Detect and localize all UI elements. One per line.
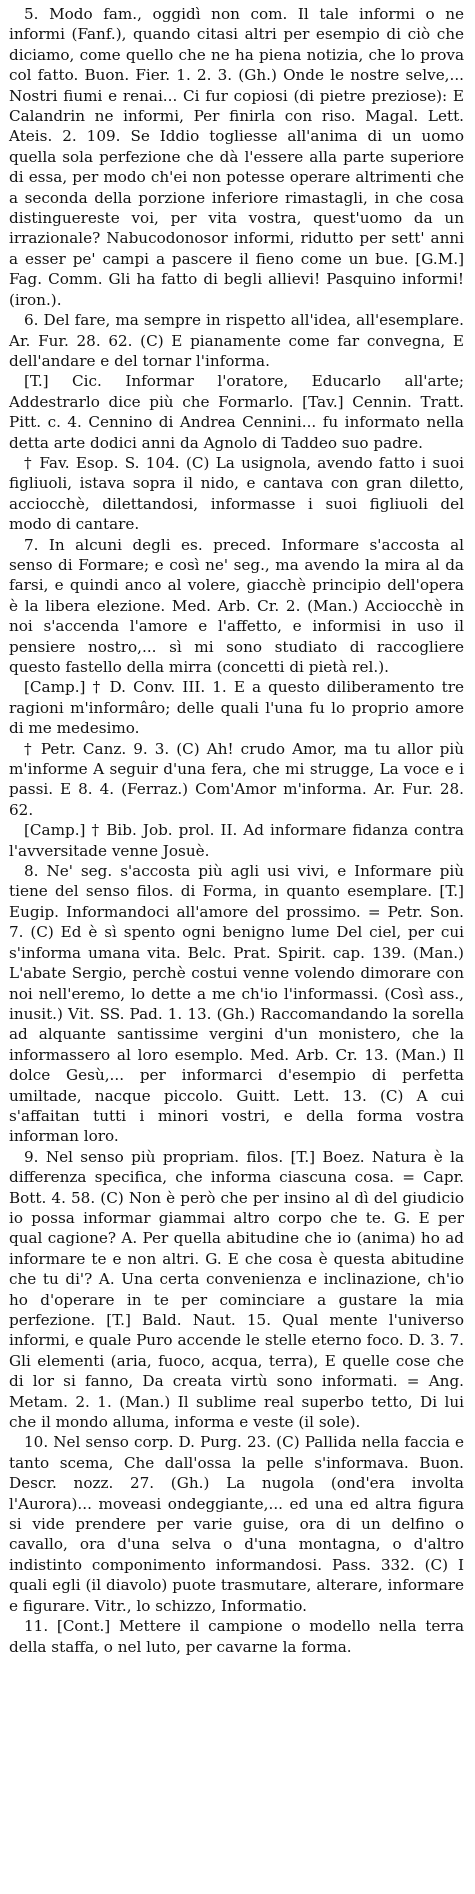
sense-7-paragraph: 7. In alcuni degli es. preced. Informare s'accosta al senso di Formare; e così ne' seg., ma avendo la mira al da farsi, e quindi anco al volere, giacchè principio dell'opera è la libera elezione. Med. Arb. Cr. 2. (Man.) Acciocchè in noi s'accenda l'amore e l'affetto, e informisi in uso il pensiere nostro,... sì mi sono studiato di raccogliere questo fastello della mirra (concetti di pietà rel.). xyxy=(9,535,464,676)
sense-5-paragraph: 5. Modo fam., oggidì non com. Il tale informi o ne informi (Fanf.), quando citasi altri per esempio di ciò che diciamo, come quello che ne ha piena notizia, che lo prova col fatto. Buon. Fier. 1. 2. 3. (Gh.) Onde le nostre selve,... Nostri fiumi e renai... Ci fur copiosi (di pietre preziose): E Calandrin ne informi, Per finirla con riso. Magal. Lett. Ateis. 2. 109. Se Iddio togliesse all'anima di un uomo quella sola perfezione che dà l'essere alla parte superiore di essa, per modo ch'ei non potesse operare altrimenti che a seconda della porzione inferiore rimastagli, in che cosa distinguereste voi, per vita vostra, quest'uomo da un irrazionale? Nabucodonosor informi, ridutto per sett' anni a esser pe' campi a pascere il fieno come un bue. [G.M.] Fag. Comm. Gli ha fatto di begli allievi! Pasquino informi! (iron.). xyxy=(9,5,464,309)
sense-6-citation-cic: [T.] Cic. Informar l'oratore, Educarlo all'arte; Addestrarlo dice più che Formarlo. [Tav.] Cennin. Tratt. Pitt. c. 4. Cennino di Andrea Cennini... fu informato nella detta arte dodici anni da Agnolo di Taddeo suo padre. xyxy=(9,372,464,452)
sense-6-paragraph: 6. Del fare, ma sempre in rispetto all'idea, all'esemplare. Ar. Fur. 28. 62. (C) E pianamente come far convegna, E dell'andare e del tornar l'informa. xyxy=(9,311,464,370)
sense-6-citation-fav-esop: † Fav. Esop. S. 104. (C) La usignola, avendo fatto i suoi figliuoli, istava sopra il nido, e cantava con gran diletto, acciocchè, dilettandosi, informasse i suoi figliuoli del modo di cantare. xyxy=(9,453,464,534)
sense-8-paragraph: 8. Ne' seg. s'accosta più agli usi vivi, e Informare più tiene del senso filos. di Forma, in quanto esemplare. [T.] Eugip. Informandoci all'amore del prossimo. = Petr. Son. 7. (C) Ed è sì spento ogni benigno lume Del ciel, per cui s'informa umana vita. Belc. Prat. Spirit. cap. 139. (Man.) L'abate Sergio, perchè costui venne volendo dimorare con noi nell'eremo, lo dette a me ch'io l'informassi. (Così ass., inusit.) Vit. SS. Pad. 1. 13. (Gh.) Raccomandando la sorella ad alquante santissime vergini d'un monistero, che la informassero al loro esemplo. Med. Arb. Cr. 13. (Man.) Il dolce Gesù,... per informarci d'esempio di perfetta umiltade, nacque piccolo. Guitt. Lett. 13. (C) A cui s'affaitan tutti i minori vostri, e della forma vostra informan loro. xyxy=(9,862,464,1146)
sense-7-citation-bib: [Camp.] † Bib. Job. prol. II. Ad informare fidanza contra l'avversitade venne Josuè. xyxy=(9,821,464,860)
sense-9-paragraph: 9. Nel senso più propriam. filos. [T.] Boez. Natura è la differenza specifica, che informa ciascuna cosa. = Capr. Bott. 4. 58. (C) Non è però che per insino al dì del giudicio io possa informar giammai altro corpo che te. G. E per qual cagione? A. Per quella abitudine che io (anima) ho ad informare te e non altri. G. E che cosa è questa abitudine che tu di'? A. Una certa convenienza e inclinazione, ch'io ho d'operare in te per cominciare a gustare la mia perfezione. [T.] Bald. Naut. 15. Qual mente l'universo informi, e quale Puro accende le stelle eterno foco. D. 3. 7. Gli elementi (aria, fuoco, acqua, terra), E quelle cose che di lor si fanno, Da creata virtù sono informati. = Ang. Metam. 2. 1. (Man.) Il sublime real superbo tetto, Di lui che il mondo alluma, informa e veste (il sole). xyxy=(9,1147,464,1432)
sense-10-paragraph: 10. Nel senso corp. D. Purg. 23. (C) Pallida nella faccia e tanto scema, Che dall'ossa la pelle s'informava. Buon. Descr. nozz. 27. (Gh.) La nugola (ond'era involta l'Aurora)... moveasi ondeggiante,... ed una ed altra figura si vide prendere per varie guise, ora di un delfino o cavallo, ora d'una selva o d'una montagna, o d'altro indistinto componimento informandosi. Pass. 332. (C) I quali egli (il diavolo) puote trasmutare, alterare, informare e figurare. Vitr., lo schizzo, Informatio. xyxy=(9,1433,464,1615)
sense-7-citation-petr: † Petr. Canz. 9. 3. (C) Ah! crudo Amor, ma tu allor più m'informe A seguir d'una fera, che mi strugge, La voce e i passi. E 8. 4. (Ferraz.) Com'Amor m'informa. Ar. Fur. 28. 62. xyxy=(9,739,464,819)
dictionary-entry-informare xyxy=(9,4,464,1657)
sense-7-citation-conv: [Camp.] † D. Conv. III. 1. E a questo diliberamento tre ragioni m'informâro; delle quali l'una fu lo proprio amore di me medesimo. xyxy=(9,678,464,738)
sense-11-paragraph: 11. [Cont.] Mettere il campione o modello nella terra della staffa, o nel luto, per cavarne la forma. xyxy=(9,1617,464,1656)
